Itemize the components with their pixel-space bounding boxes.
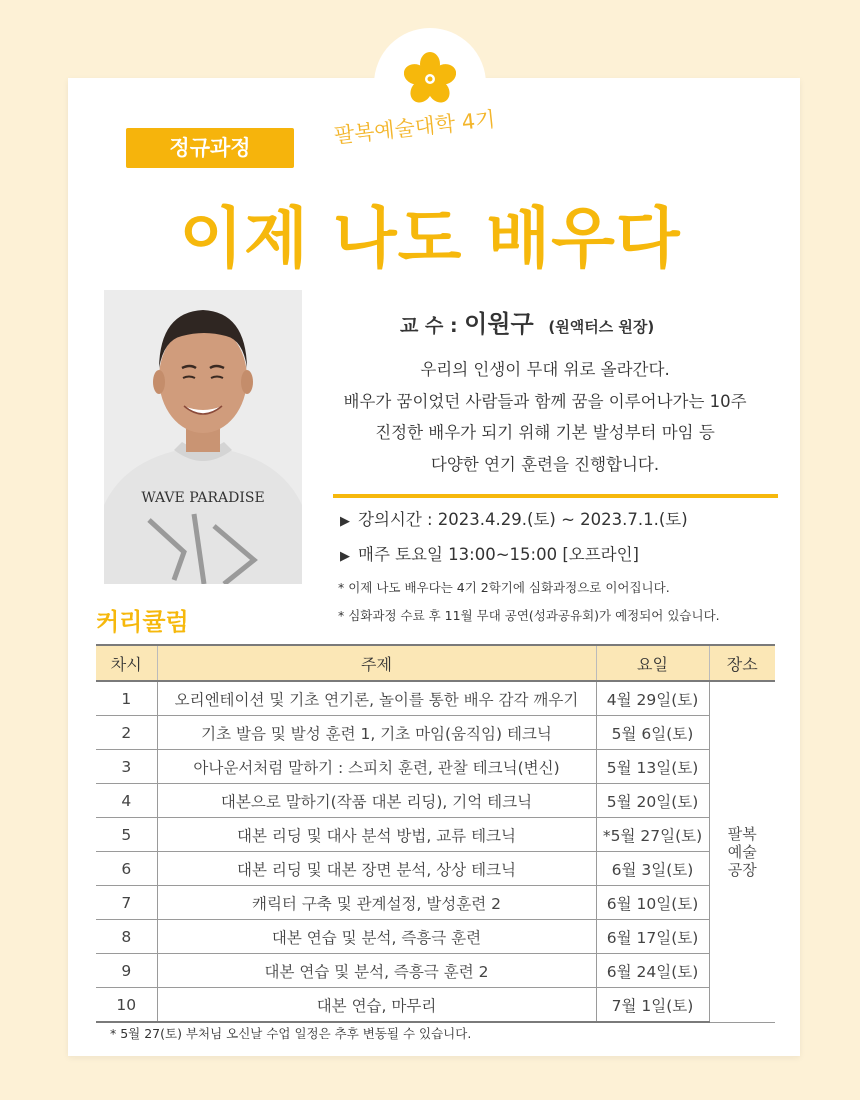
flower-icon	[404, 52, 456, 104]
row-topic: 캐릭터 구축 및 관계설정, 발성훈련 2	[157, 886, 596, 920]
row-no: 6	[96, 852, 157, 886]
row-topic: 대본 연습 및 분석, 즉흥극 훈련	[157, 920, 596, 954]
triangle-right-icon: ▶	[340, 514, 350, 529]
row-day: 6월 10일(토)	[596, 886, 709, 920]
shirt-text: WAVE PARADISE	[141, 490, 265, 506]
course-badge: 정규과정	[126, 128, 294, 168]
subtitle: 팔복예술대학 4기	[332, 107, 497, 148]
curriculum-title: 커리큘럼	[96, 608, 189, 636]
row-day: *5월 27일(토)	[596, 818, 709, 852]
row-topic: 대본 리딩 및 대본 장면 분석, 상상 테크닉	[157, 852, 596, 886]
table-row	[96, 784, 775, 818]
table-row	[96, 681, 775, 716]
header-day: 요일	[596, 645, 709, 681]
page-title: 이제 나도 배우다	[179, 200, 681, 277]
row-day: 7월 1일(토)	[596, 988, 709, 1023]
table-row	[96, 750, 775, 784]
row-place: 팔복 예술 공장	[709, 681, 775, 1022]
header-place: 장소	[709, 645, 775, 681]
note: * 심화과정 수료 후 11월 무대 공연(성과공유회)가 예정되어 있습니다.	[338, 608, 720, 623]
row-day: 4월 29일(토)	[596, 681, 709, 716]
row-no: 9	[96, 954, 157, 988]
professor-info	[400, 304, 654, 339]
row-day: 6월 3일(토)	[596, 852, 709, 886]
intro-line: 배우가 꿈이었던 사람들과 함께 꿈을 이루어나가는 10주	[343, 391, 747, 411]
table-header-row	[96, 645, 775, 681]
table-row	[96, 886, 775, 920]
row-day: 5월 20일(토)	[596, 784, 709, 818]
table-row	[96, 818, 775, 852]
row-no: 7	[96, 886, 157, 920]
row-day: 6월 24일(토)	[596, 954, 709, 988]
row-topic: 대본 연습 및 분석, 즉흥극 훈련 2	[157, 954, 596, 988]
row-topic: 아나운서처럼 말하기 : 스피치 훈련, 관찰 테크닉(변신)	[157, 750, 596, 784]
curriculum-table	[96, 644, 775, 1023]
row-day: 5월 13일(토)	[596, 750, 709, 784]
schedule-period: ▶ 강의시간 : 2023.4.29.(토) ~ 2023.7.1.(토)	[340, 510, 688, 529]
table-row	[96, 852, 775, 886]
intro-line: 진정한 배우가 되기 위해 기본 발성부터 마임 등	[375, 423, 715, 442]
row-topic: 대본 리딩 및 대사 분석 방법, 교류 테크닉	[157, 818, 596, 852]
row-no: 1	[96, 681, 157, 716]
header-topic: 주제	[157, 645, 596, 681]
row-no: 3	[96, 750, 157, 784]
intro-line: 우리의 인생이 무대 위로 올라간다.	[420, 360, 670, 379]
table-row	[96, 920, 775, 954]
row-no: 10	[96, 988, 157, 1023]
professor-photo	[104, 290, 302, 584]
table-row	[96, 954, 775, 988]
row-topic: 오리엔테이션 및 기초 연기론, 놀이를 통한 배우 감각 깨우기	[157, 681, 596, 716]
intro-line: 다양한 연기 훈련을 진행합니다.	[430, 454, 660, 474]
row-no: 4	[96, 784, 157, 818]
professor-label: 교 수 :	[400, 315, 458, 337]
divider	[333, 494, 778, 498]
note: * 이제 나도 배우다는 4기 2학기에 심화과정으로 이어집니다.	[338, 580, 670, 595]
triangle-right-icon: ▶	[340, 549, 350, 564]
row-no: 8	[96, 920, 157, 954]
professor-name: 이원구	[464, 310, 534, 338]
header-no: 차시	[96, 645, 157, 681]
footnote: * 5월 27(토) 부처님 오신날 수업 일정은 추후 변동될 수 있습니다.	[110, 1026, 472, 1041]
table-row	[96, 716, 775, 750]
row-topic: 대본 연습, 마무리	[157, 988, 596, 1023]
row-no: 2	[96, 716, 157, 750]
schedule-weekly: ▶ 매주 토요일 13:00~15:00 [오프라인]	[340, 545, 639, 564]
table-row	[96, 988, 775, 1023]
row-no: 5	[96, 818, 157, 852]
professor-affiliation: (원액터스 원장)	[548, 318, 655, 336]
row-topic: 기초 발음 및 발성 훈련 1, 기초 마임(움직임) 테크닉	[157, 716, 596, 750]
course-intro	[310, 354, 780, 480]
row-day: 6월 17일(토)	[596, 920, 709, 954]
row-topic: 대본으로 말하기(작품 대본 리딩), 기억 테크닉	[157, 784, 596, 818]
row-day: 5월 6일(토)	[596, 716, 709, 750]
